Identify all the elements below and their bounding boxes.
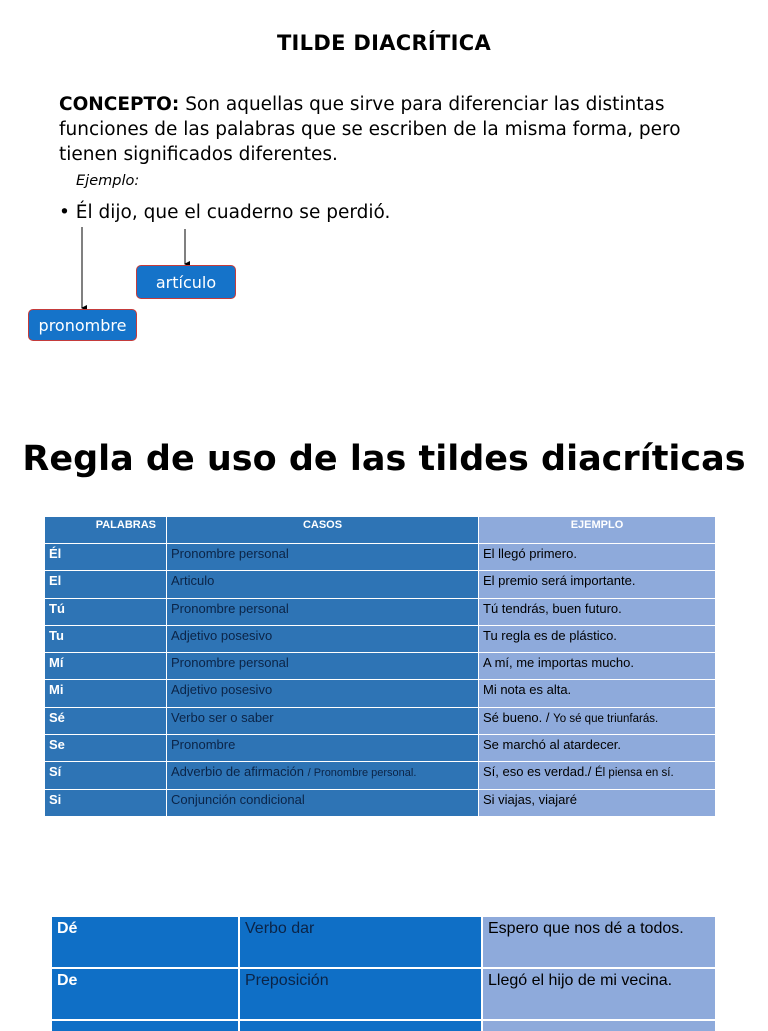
case-cell [166, 599, 478, 625]
example-text: A mí, me importas mucho. [483, 655, 634, 671]
case-text: Adjetivo posesivo [171, 682, 273, 698]
table-row [45, 708, 715, 735]
case-text: Pronombre [171, 737, 236, 753]
example-cell [478, 544, 715, 570]
example-text: Se marchó al atardecer. [483, 737, 622, 753]
example-cell [478, 680, 715, 706]
case-text: Pronombre personal [171, 655, 289, 671]
example-cell: Espero que nos dé a todos. [481, 917, 715, 967]
case-cell [166, 544, 478, 570]
example-cell [478, 708, 715, 734]
table-row [45, 762, 715, 789]
word-cell: Tú [45, 599, 166, 625]
word-cell: Dé [52, 917, 238, 967]
case-text: Pronombre personal [171, 546, 289, 561]
word-cell: Se [45, 735, 166, 761]
example-text: Si viajas, viajaré [483, 791, 577, 807]
case-text: Conjunción condicional [171, 791, 305, 807]
example-cell [478, 599, 715, 625]
example-text: Mi nota es alta. [483, 682, 572, 698]
example-text-small: Yo sé que triunfarás. [553, 712, 659, 725]
example-text: El llegó primero. [483, 546, 577, 561]
example-cell [478, 762, 715, 788]
header-palabras: PALABRAS [45, 517, 166, 543]
table-row [45, 653, 715, 680]
example-cell [481, 1021, 715, 1031]
page-title: TILDE DIACRÍTICA [276, 31, 492, 55]
case-cell [166, 680, 478, 706]
example-cell [478, 571, 715, 597]
diacritic-table-continued [52, 917, 715, 1031]
word-cell: Sé [45, 708, 166, 734]
example-label: Ejemplo: [76, 173, 140, 189]
case-cell: Verbo dar [238, 917, 481, 967]
arrows-diagram [0, 0, 768, 360]
word-cell: Mí [45, 653, 166, 679]
case-text: Adjetivo posesivo [171, 627, 273, 643]
table-row [52, 917, 715, 969]
example-cell [478, 790, 715, 816]
word-cell: Tu [45, 626, 166, 652]
word-cell: El [45, 571, 166, 597]
pronombre-tag: pronombre [28, 309, 137, 341]
case-text: Pronombre personal [171, 600, 289, 616]
case-text: Adverbio de afirmación [171, 764, 308, 780]
case-cell [166, 790, 478, 816]
example-text-small: Él piensa en sí. [595, 767, 674, 780]
table-row-cutoff [52, 1021, 715, 1031]
case-cell [238, 1021, 481, 1031]
table-row [45, 680, 715, 707]
word-cell [52, 1021, 238, 1031]
concept-text: Son aquellas que sirve para diferenciar las distintas funciones de las palabras que se escriben de la misma forma, pero tienen significados diferentes. [59, 94, 681, 165]
word-cell: Él [45, 544, 166, 570]
diacritic-table [45, 517, 715, 817]
table-row [45, 544, 715, 571]
example-text: Tú tendrás, buen futuro. [483, 600, 622, 616]
concept-label: CONCEPTO: [59, 94, 180, 115]
example-text: Sí, eso es verdad./ [483, 764, 596, 780]
table-row [45, 571, 715, 598]
word-cell: Mi [45, 680, 166, 706]
case-text-small: / Pronombre personal. [307, 767, 417, 780]
rule-title: Regla de uso de las tildes diacríticas [22, 439, 746, 479]
example-text: Sé bueno. / [483, 709, 554, 725]
case-cell [166, 762, 478, 788]
table-header [45, 517, 715, 544]
case-text: Articulo [171, 573, 215, 589]
articulo-tag: artículo [136, 265, 236, 299]
case-cell [166, 571, 478, 597]
case-cell [166, 708, 478, 734]
case-text: Verbo ser o saber [171, 709, 274, 725]
word-cell: De [52, 969, 238, 1019]
case-cell [166, 653, 478, 679]
example-text: Tu regla es de plástico. [483, 627, 617, 643]
table-row [45, 790, 715, 817]
case-cell: Preposición [238, 969, 481, 1019]
table-row [45, 735, 715, 762]
table-row [45, 626, 715, 653]
example-sentence: • Él dijo, que el cuaderno se perdió. [59, 202, 391, 223]
example-cell: Llegó el hijo de mi vecina. [481, 969, 715, 1019]
case-cell [166, 735, 478, 761]
header-casos: CASOS [166, 517, 478, 543]
example-cell [478, 653, 715, 679]
example-cell [478, 735, 715, 761]
word-cell: Sí [45, 762, 166, 788]
word-cell: Si [45, 790, 166, 816]
header-ejemplo: EJEMPLO [478, 517, 715, 543]
example-cell [478, 626, 715, 652]
table-row [52, 969, 715, 1021]
case-cell [166, 626, 478, 652]
example-text: El premio será importante. [483, 573, 636, 589]
table-body [45, 544, 715, 817]
table-row [45, 599, 715, 626]
